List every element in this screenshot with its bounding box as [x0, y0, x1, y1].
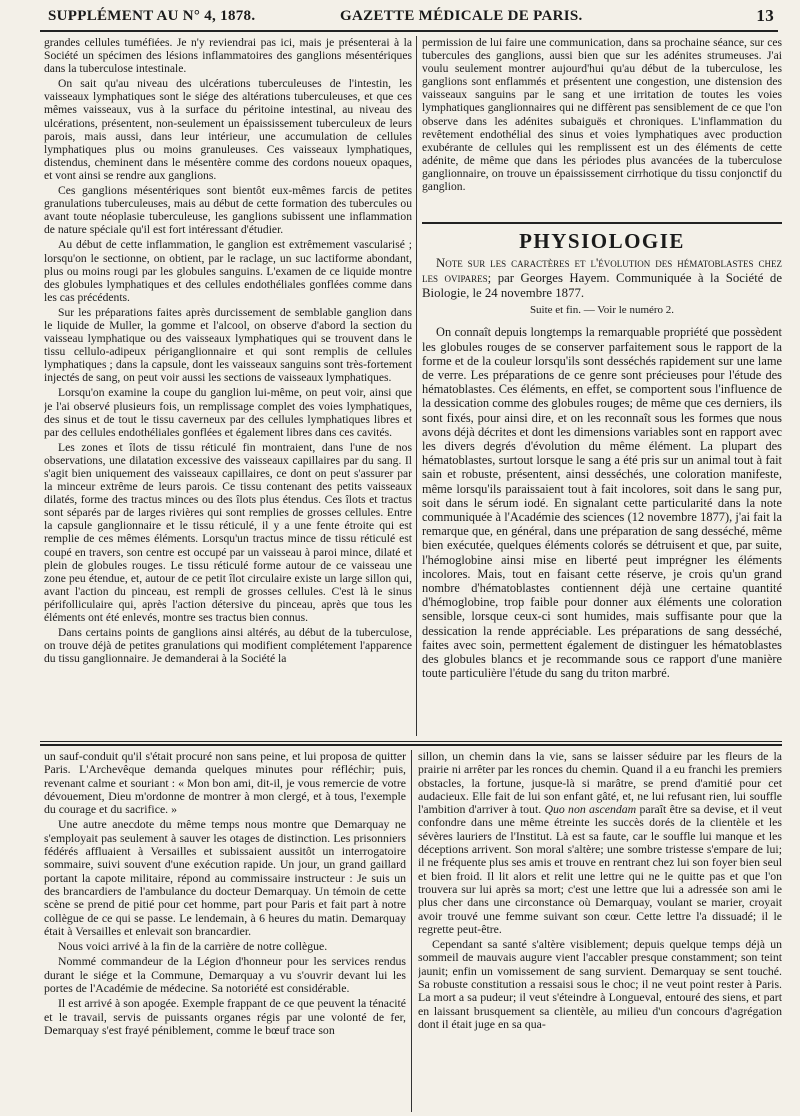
physiologie-section [422, 230, 782, 736]
paragraph: permission de lui faire une communication, dans sa prochaine séance, sur ces tubercules des ganglions, aussi bien que sur les adénites strumeuses. J'ai voulu seulement montrer aujourd'hui qu'au début de la tuberculose, les ganglions sont enflammés et présentent une congestion, une distension des vaisseaux sanguins par le sang et une irritation de toutes les voies lymphatiques ganglionnaires qui ne diffèrent pas sensiblement de ce que l'on observe dans les adénites subaiguës et chroniques. L'inflammation du revêtement endothélial des sinus et voies lymphatiques avec production exubérante de cellules qui les remplissent est un des éléments de cette adénite, de même que dans les périodes plus avancées de la tuberculose ganglionnaire, on trouve un épaississement cirrhotique du tissu conjonctif du ganglion. [422, 36, 782, 194]
paragraph-text: sillon, un chemin dans la vie, sans se laisser séduire par les fleurs de la prairie ni arrêter par les ronces du chemin. Quand il a eu franchi les premiers obstacles, la fortune, jusque-là si marâtre, se prend d'amitié pour cet audacieux. Elle fait de lui son enfant gâté, et, ne lui refusant rien, lui souffle l'ambition d'arriver à tout. [418, 750, 782, 817]
paragraph: Il est arrivé à son apogée. Exemple frappant de ce que peuvent la ténacité et le travail, servis de puissants organes régis par une volonté de fer, Demarquay s'est frayé péniblement, comme le bœuf trace son [44, 996, 406, 1037]
column-left-top [44, 36, 412, 734]
note-title-smallcaps: Note sur les caractères et l'évolution des hématoblastes chez les ovipares [422, 256, 782, 286]
paragraph: Cependant sa santé s'altère visiblement; depuis quelque temps déjà un sommeil de mauvais augure vient l'accabler presque constamment; son teint jaunit; enfin un vomissement de sang survient. Demarquay se sent touché. Sa robuste constitution a ressaisi sous le choc; il ne veut point rester à Paris. La mort a sa pudeur; il veut s'éteindre à Longueval, entouré des siens, et part en laissant brusquement sa clientèle, au milieu d'un concours d'agrégation dont il était juge en sa qua- [418, 937, 782, 1031]
column-right-top [422, 36, 782, 222]
paragraph: Les zones et îlots de tissu réticulé fin montraient, dans l'une de nos observations, une dilatation excessive des vaisseaux capillaires par du sang. Il s'agit bien uniquement des vaisseaux capillaires, ce dont on peut s'assurer par la minceur extrême de leurs parois. Ce tissu contenant des petits vaisseaux dilatés, forme des tractus minces ou des îlots plus étendus. Ces îlots et tractus sont séparés par de larges rivières qui sont remplies de grosses cellules. Entre la capsule ganglionnaire et le tissu réticulé, il y a une fente étroite qui est remplie de ces mêmes éléments. Lorsqu'un tractus mince de tissu réticulé est coupé en travers, son centre est occupé par un vaisseau à paroi mince, dilaté et plein de globules rouges. Le tissu réticulé forme autour de ce vaisseau une zone peu étendue, et, autour de ce petit îlot circulaire existe un large sillon qui, avant l'action du pinceau, est rempli de grosses cellules. C'est là le sinus périfolliculaire qui, après l'action détersive du pinceau, après que tous les éléments ont été enlevés, montre ses tractus bien connus. [44, 440, 412, 625]
column-divider-bottom [411, 750, 412, 1112]
page-header [40, 4, 780, 30]
header-rule [40, 30, 778, 32]
section-rule [422, 222, 782, 224]
supplement-label: SUPPLÉMENT AU N° 4, 1878. [48, 8, 256, 24]
page-number: 13 [756, 6, 774, 25]
column-divider [416, 36, 417, 736]
paragraph [418, 750, 782, 936]
paragraph: un sauf-conduit qu'il s'était procuré non sans peine, et lui proposa de quitter Paris. L'Archevêque demanda quelques minutes pour réfléchir; puis, revenant calme et souriant : « Mon bon ami, dit-il, je vous remercie de votre dévouement, Dieu m'ordonne de montrer à mon clergé, et à tous, l'exemple du courage et du sacrifice. » [44, 750, 406, 817]
paragraph: Ces ganglions mésentériques sont bientôt eux-mêmes farcis de petites granulations tuberculeuses, mais au début de cette formation des tubercules ou avant toute néoplasie tuberculeuse, les ganglions subissent une inflammation de nature spéciale qu'il est fort intéressant d'étudier. [44, 184, 412, 237]
paragraph: On sait qu'au niveau des ulcérations tuberculeuses de l'intestin, les vaisseaux lymphatiques sont le siége des altérations tuberculeuses, et que ces mêmes vaisseaux, vus à la surface du péritoine intestinal, au niveau des ulcérations, présentent, non-seulement un épaississement tuberculeux de leurs parois, mais aussi, dans leur intérieur, une accumulation de cellules lymphatiques plus ou moins granuleuses. Ces vaisseaux lymphatiques, distendus, cheminent dans le mésentère comme des cordons noueux opaques, et vont ainsi se rendre aux ganglions. [44, 77, 412, 182]
paragraph: Sur les préparations faites après durcissement de semblable ganglion dans le liquide de Muller, la gomme et l'alcool, on observe d'abord la section du vaisseau lymphatique ou des vaisseaux lymphatiques qui se trouvent dans le tissu cellulo-adipeux périganglionnaire et qui sont remplis de cellules lymphatiques ; dans la capsule, dont les vaisseaux sanguins sont très-fortement injectés de sang, on peut voir aussi les sections de vaisseaux lymphatiques. [44, 305, 412, 385]
paragraph: grandes cellules tuméfiées. Je n'y reviendrai pas ici, mais je présenterai à la Société un spécimen des lésions inflammatoires des ganglions mésentériques dans la tuberculose intestinale. [44, 36, 412, 76]
page-divider-rule-thick [40, 744, 782, 746]
continuation-note: Suite et fin. — Voir le numéro 2. [529, 304, 675, 317]
latin-motto: Quo non ascendam [544, 802, 637, 817]
column-right-bottom [418, 750, 782, 1112]
page-divider-rule [40, 741, 782, 742]
section-title: PHYSIOLOGIE [519, 230, 685, 253]
paragraph: Au début de cette inflammation, le ganglion est extrêmement vascularisé ; lorsqu'on le sectionne, on obtient, par le raclage, un suc lactiforme abondant, plus ou moins rougi par les globules sanguins. L'examen de ce liquide montre des globules lymphatiques et des cellules endothéliales gonflées comme dans les cas précédents. [44, 238, 412, 304]
paragraph: Une autre anecdote du même temps nous montre que Demarquay ne s'employait pas seulement à sauver les otages de distinction. Les prisonniers fédérés affluaient à Versailles et subissaient aussitôt un interrogatoire sommaire, suivi souvent d'une exécution rapide. Un jour, un grand gaillard portant la capote militaire, répond au commissaire instructeur : Je suis un des brancardiers de l'ambulance du docteur Demarquay. Un témoin de cette scène se prend de pitié pour cet homme, part pour Paris et fait part à notre collègue de ce qui se passe. Le lendemain, à 6 heures du matin. Demarquay était à Versailles et enlevait son brancardier. [44, 817, 406, 938]
paragraph: Dans certains points de ganglions ainsi altérés, au début de la tuberculose, on trouve déjà de petites granulations qui modifient complétement l'apparence du tissu ganglionnaire. Je demanderai à la Société la [44, 626, 412, 666]
journal-title: GAZETTE MÉDICALE DE PARIS. [340, 8, 583, 24]
paragraph: Nous voici arrivé à la fin de la carrière de notre collègue. [58, 939, 328, 954]
note-title-author: ; par Georges Hayem. Communiquée à la Société de Biologie, le 24 novembre 1877. [422, 271, 782, 301]
paragraph: Lorsqu'on examine la coupe du ganglion lui-même, on peut voir, ainsi que je l'ai observé plusieurs fois, un remplissage complet des voies lymphatiques, des sinus et de tout le tissu caverneux par des cellules lymphatiques libres et par des cellules endothéliales gonflées et également libres dans ces cavités. [44, 386, 412, 439]
paragraph-text: paraît être sa devise, et il veut confondre dans une même étreinte les succès dorés de la clientèle et les sévères lauriers de l'Institut. Là est sa faute, car le souffle lui manque et les déceptions arrivent. Son moral s'altère; une sombre tristesse s'empare de lui; il ne fréquente plus ses amis et trouve en rentrant chez lui son foyer bien seul et bien froid. Il lit alors et relit une lettre qui ne le quitte pas et que l'on trouvera sur lui après sa mort; c'est une lettre que lui a adressée son ami le plus cher dans une circonstance où Demarquay, voulant se marier, croyait avoir trouvé une femme suivant son cœur. Cette lettre l'a dissuadé; il le regrette peut-être. [418, 802, 782, 936]
note-title [422, 256, 782, 301]
paragraph: On connaît depuis longtemps la remarquable propriété que possèdent les globules rouges de se conserver parfaitement sous le rapport de la forme et de la couleur lorsqu'ils sont desséchés rapidement sur une lame de verre. Les préparations de ce genre sont précieuses pour l'étude des hématoblastes. Ces éléments, en effet, se comportent sous l'influence de la dessication comme des globules rouges; de même que ces derniers, ils sont fixés, pour ainsi dire, et on les reconnaît sous les formes que nous avons déjà décrites et dont les dimensions variables sont en rapport avec les divers degrés d'évolution du même élément. La plupart des hématoblastes, surtout lorsque le sang a été pris sur un animal tout à fait sain et robuste, présentent, ainsi desséchés, une coloration manifeste, même lorsqu'ils paraissaient tout à fait incolores, soit dans le sang pur, soit dans le sérum iodé. En signalant cette particularité dans la note communiquée à l'Académie des sciences (12 novembre 1877), j'ai fait la remarque que, en général, dans une préparation de sang desséché, même bien exécutée, quelques éléments colorés se détruisent et que, par suite, l'hémoglobine ainsi mise en liberté peut imprégner les éléments incolores. Mais, tout en faisant cette réserve, je crois qu'un grand nombre d'hématoblastes contiennent déjà une certaine quantité d'hémoglobine, trop faible pour donner aux éléments une coloration sensible, lorsque ceux-ci sont humides, mais suffisante pour que la dessication la rende appréciable. Les préparations de sang desséché, faites avec soin, permettent également de distinguer les hématoblastes des globules blancs et je recommande sous ce rapport d'une manière toute particulière l'étude du sang du triton marbré. [422, 325, 782, 681]
paragraph: Nommé commandeur de la Légion d'honneur pour les services rendus durant le siége et la Commune, Demarquay a vu s'ouvrir devant lui les portes de l'Académie de médecine. Sa notoriété est considérable. [44, 954, 406, 996]
column-left-bottom [44, 750, 406, 1112]
